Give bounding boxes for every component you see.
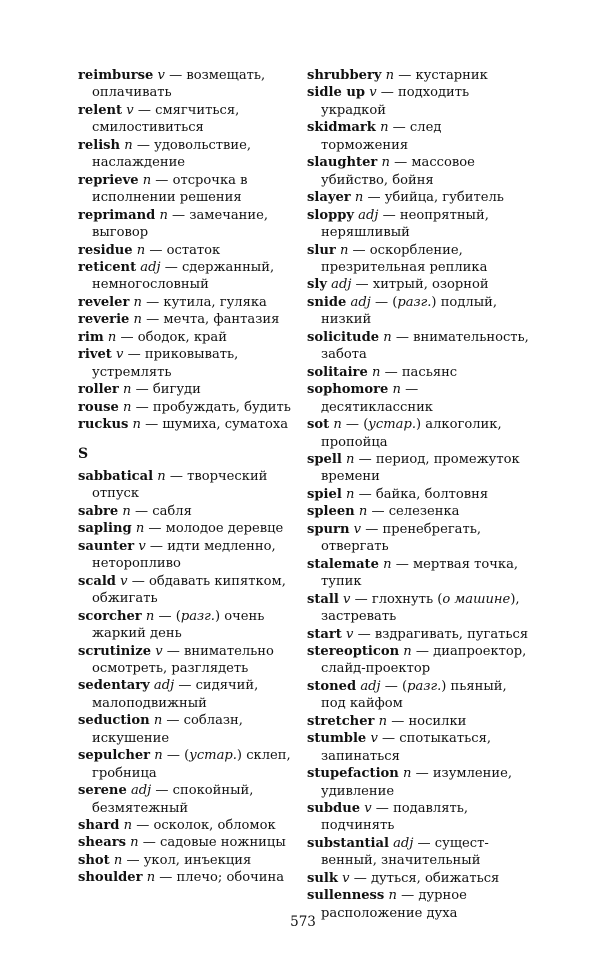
headword: sullenness [307,888,385,904]
dictionary-entry: sapling n — молодое деревце [78,521,284,537]
dictionary-entry: spleen n — селезенка [307,504,460,520]
dictionary-entry: slayer n — убийца, губитель [307,190,504,206]
page-number: 573 [290,914,316,930]
part-of-speech: n [146,870,156,886]
headword: shot [78,852,110,868]
dictionary-entry: reimburse v — возмещать, оплачивать [78,68,266,101]
headword: slayer [307,190,351,206]
usage-label: разг. [180,608,215,624]
headword: sepulcher [78,748,151,764]
headword: sidle up [307,85,366,101]
definition: мечта, фантазия [163,312,280,328]
headword: sulk [307,870,338,886]
part-of-speech: n [124,137,133,153]
dictionary-entry: stall v — глохнуть (о машине), застревать [307,591,520,625]
definition: молодое деревце [165,521,284,537]
dictionary-entry: reticent adj — сдержанный, немногословный [78,259,275,293]
headword: shard [78,818,120,834]
part-of-speech: n [154,748,163,764]
definition: остаток [166,242,221,258]
definition: диапроектор, слайд-проектор [321,643,527,677]
part-of-speech: n [371,364,381,380]
definition: сабля [152,503,192,519]
headword: reverie [78,312,130,328]
dictionary-entry: shrubbery n — кустарник [307,68,488,83]
part-of-speech: v [346,626,354,642]
definition-continued: , застревать [321,591,520,625]
headword: scorcher [78,608,142,624]
part-of-speech: n [385,68,395,83]
headword: solitaire [307,364,368,380]
dictionary-entry: relent v — смягчиться, смилостивиться [78,102,240,136]
usage-label: разг. [397,294,432,310]
headword: sapling [78,521,132,537]
definition: вздрагивать, пугаться [374,626,529,642]
dictionary-entry: reprimand n — замечание, выговор [78,207,269,241]
dictionary-entry: solitaire n — пасьянс [307,364,458,380]
part-of-speech: v [369,85,377,101]
part-of-speech: n [130,835,139,851]
part-of-speech: v [157,68,165,83]
headword: stall [307,591,339,607]
dictionary-entry: rim n — ободок, край [78,329,227,345]
part-of-speech: n [333,417,342,433]
dictionary-entry: skidmark n — след торможения [307,120,442,153]
definition: бигуди [152,382,201,398]
right-column [307,67,529,922]
headword: spurn [307,521,350,537]
dictionary-entry: slaughter n — массовое убийство, бойня [307,155,475,188]
definition: ободок, край [137,329,227,345]
part-of-speech: n [157,468,166,484]
dictionary-entry: reprieve n — отсрочка в исполнении решения [78,172,248,206]
dictionary-entry: rivet v — приковывать, устремлять [78,347,239,380]
dictionary-entry: spurn v — пренебрегать, отвергать [307,521,482,555]
part-of-speech: n [142,172,152,188]
dictionary-entry: sepulcher n — (устар.) склеп, гробница [78,748,291,781]
section-letter: S [78,445,89,462]
definition: глохнуть [371,591,434,607]
dictionary-entry: sloppy adj — неопрятный, неряшливый [307,207,489,241]
headword: stumble [307,731,367,747]
part-of-speech: n [380,120,389,136]
dictionary-entry: sidle up v — подходить украдкой [307,85,470,118]
dictionary-entry: stalemate n — мертвая точка, тупик [307,556,519,590]
dictionary-entry: reveler n — кутила, гуляка [78,294,267,310]
usage-note: о машине [442,591,511,607]
headword: skidmark [307,120,376,136]
headword: sloppy [307,207,354,223]
headword: snide [307,294,347,310]
definition: возмещать, оплачивать [92,68,266,101]
dictionary-entry: saunter v — идти медленно, неторопливо [78,538,276,572]
dictionary-entry: seduction n — соблазн, искушение [78,713,243,746]
part-of-speech: n [123,399,132,415]
definition: период, промежуток времени [321,451,520,485]
headword: shears [78,835,126,851]
definition: соблазн, искушение [92,713,243,746]
headword: solicitude [307,329,380,345]
dictionary-entry: sedentary adj — сидячий, малоподвижный [78,678,259,711]
dictionary-entry: sot n — (устар.) алкоголик, пропойца [307,417,502,450]
headword: spell [307,451,342,467]
definition: пробуждать, будить [152,399,291,415]
definition: кустарник [415,68,488,83]
part-of-speech: n [339,242,349,258]
part-of-speech: adj [153,678,175,694]
dictionary-entry: spiel n — байка, болтовня [307,486,489,502]
part-of-speech: adj [350,294,371,310]
headword: sedentary [78,678,150,694]
dictionary-entry: spell n — период, промежуток времени [307,451,520,485]
definition: внимательно осмотреть, разглядеть [92,643,274,676]
part-of-speech: n [403,643,412,659]
part-of-speech: n [135,521,145,537]
definition: склеп, гробница [92,748,291,781]
definition: пасьянс [401,364,458,380]
part-of-speech: n [133,294,142,310]
definition: творческий отпуск [92,468,268,502]
part-of-speech: n [354,190,364,206]
dictionary-entry: stereopticon n — диапроектор, слайд-проектор [307,643,527,677]
definition: след торможения [321,120,442,153]
part-of-speech: v [343,591,351,607]
dictionary-entry: substantial adj — сущест-венный, значительный [307,835,489,869]
headword: reprimand [78,207,156,223]
headword: reimburse [78,68,154,83]
dictionary-entry: sulk v — дуться, обижаться [307,870,500,886]
usage-label: устар. [368,417,416,433]
part-of-speech: n [145,608,155,624]
usage-label: разг. [407,678,442,694]
definition: подходить украдкой [321,85,470,118]
dictionary-entry: stupefaction n — изумление, удивление [307,766,513,799]
dictionary-entry: sly adj — хитрый, озорной [307,277,489,293]
definition: идти медленно, неторопливо [92,538,276,572]
definition: шумиха, суматоха [162,417,289,433]
definition: неопрятный, неряшливый [321,207,489,241]
headword: relish [78,137,121,153]
part-of-speech: n [383,556,392,572]
part-of-speech: adj [360,678,381,694]
headword: stalemate [307,556,379,572]
definition: носилки [408,713,467,729]
dictionary-entry: slur n — оскорбление, презрительная реплика [307,242,488,275]
definition: сущест-венный, значительный [321,835,489,869]
definition: десятиклассник [321,399,433,415]
definition: убийца, губитель [384,190,504,206]
part-of-speech: n [159,207,168,223]
part-of-speech: v [138,538,146,554]
part-of-speech: n [392,382,401,398]
part-of-speech: v [364,801,372,817]
part-of-speech: n [388,888,397,904]
headword: roller [78,382,119,398]
headword: slaughter [307,155,378,171]
headword: sabbatical [78,468,154,484]
part-of-speech: n [383,329,392,345]
dictionary-entry: relish n — удовольствие, наслаждение [78,137,252,171]
dictionary-entry: subdue v — подавлять, подчинять [307,801,469,834]
headword: seduction [78,713,150,729]
dictionary-entry: stoned adj — (разг.) пьяный, под кайфом [307,678,507,712]
dictionary-entry: rouse n — пробуждать, будить [78,399,291,415]
definition: алкоголик, пропойца [321,417,502,450]
headword: sophomore [307,382,389,398]
definition: кутила, гуляка [163,294,267,310]
part-of-speech: adj [130,783,152,799]
part-of-speech: n [358,504,368,520]
definition: садовые ножницы [160,835,286,851]
definition: осколок, обломок [153,818,276,834]
headword: slur [307,242,336,258]
headword: scrutinize [78,643,152,659]
part-of-speech: v [342,870,350,886]
dictionary-entry: stretcher n — носилки [307,713,467,729]
part-of-speech: adj [140,259,161,275]
headword: reveler [78,294,130,310]
definition: спокойный, безмятежный [92,783,254,816]
headword: serene [78,783,127,799]
part-of-speech: n [378,713,388,729]
dictionary-entry: shoulder n — плечо; обочина [78,870,285,886]
part-of-speech: v [126,102,134,118]
headword: residue [78,242,133,258]
headword: rivet [78,347,112,363]
definition: спотыкаться, запинаться [321,731,491,764]
headword: stretcher [307,713,375,729]
definition: сдержанный, немногословный [92,259,275,293]
part-of-speech: n [381,155,390,171]
definition: мертвая точка, тупик [321,556,519,590]
definition: селезенка [388,504,460,520]
part-of-speech: v [370,731,378,747]
part-of-speech: adj [393,835,414,851]
dictionary-entry: shard n — осколок, обломок [78,818,276,834]
definition: дуться, обижаться [370,870,500,886]
part-of-speech: v [353,521,362,537]
dictionary-entry: reverie n — мечта, фантазия [78,312,280,328]
headword: subdue [307,801,361,817]
dictionary-entry: sabbatical n — творческий отпуск [78,468,268,502]
part-of-speech: adj [331,277,352,293]
headword: start [307,626,342,642]
part-of-speech: n [132,417,141,433]
headword: substantial [307,835,389,851]
dictionary-entry: sabre n — сабля [78,503,192,519]
dictionary-entry: residue n — остаток [78,242,221,258]
definition: отсрочка в исполнении решения [92,172,248,206]
part-of-speech: n [345,451,355,467]
part-of-speech: v [120,573,128,589]
headword: sabre [78,503,119,519]
headword: spleen [307,504,355,520]
definition: приковывать, устремлять [92,347,239,380]
dictionary-entry: serene adj — спокойный, безмятежный [78,783,254,816]
part-of-speech: v [155,643,163,659]
definition: сидячий, малоподвижный [92,678,259,711]
dictionary-entry: sullenness n — дурное расположение духа [307,888,467,921]
definition: очень жаркий день [92,608,265,642]
dictionary-entry: shot n — укол, инъекция [78,852,252,868]
definition: массовое убийство, бойня [321,155,475,188]
headword: sly [307,277,327,293]
dictionary-entry: roller n — бигуди [78,382,201,398]
dictionary-entry: sophomore n — десятиклассник [307,382,433,415]
definition: оскорбление, презрительная реплика [321,242,488,275]
part-of-speech: n [122,503,131,519]
headword: shoulder [78,870,143,886]
headword: stereopticon [307,643,400,659]
dictionary-entry: solicitude n — внимательность, забота [307,329,529,363]
part-of-speech: n [107,329,117,345]
definition: байка, болтовня [375,486,489,502]
definition: замечание, выговор [92,207,269,241]
dictionary-entry: scald v — обдавать кипятком, обжигать [78,573,286,607]
part-of-speech: n [402,766,412,782]
part-of-speech: v [116,347,124,363]
headword: rim [78,329,104,345]
dictionary-entry: scrutinize v — внимательно осмотреть, разглядеть [78,643,274,676]
definition: подлый, низкий [321,294,498,328]
dictionary-entry: start v — вздрагивать, пугаться [307,626,529,642]
headword: saunter [78,538,135,554]
part-of-speech: n [133,312,142,328]
left-column [78,67,300,887]
part-of-speech: adj [358,207,379,223]
definition: дурное расположение духа [321,888,467,921]
headword: scald [78,573,116,589]
headword: spiel [307,486,342,502]
headword: shrubbery [307,68,382,83]
dictionary-entry: scorcher n — (разг.) очень жаркий день [78,608,265,642]
usage-label: устар. [189,748,237,764]
dictionary-entry: stumble v — спотыкаться, запинаться [307,731,491,764]
headword: reprieve [78,172,139,188]
definition: удовольствие, наслаждение [92,137,252,171]
dictionary-entry: ruckus n — шумиха, суматоха [78,417,289,433]
headword: stoned [307,678,357,694]
headword: relent [78,102,123,118]
definition: хитрый, озорной [372,277,489,293]
definition: смягчиться, смилостивиться [92,102,240,136]
headword: ruckus [78,417,129,433]
dictionary-entry: snide adj — (разг.) подлый, низкий [307,294,498,328]
headword: reticent [78,259,137,275]
definition: пренебрегать, отвергать [321,521,482,555]
dictionary-entry: shears n — садовые ножницы [78,835,286,851]
definition: пьяный, под кайфом [321,678,507,712]
definition: внимательность, забота [321,329,529,363]
definition: изумление, удивление [321,766,513,799]
part-of-speech: n [345,486,355,502]
headword: rouse [78,399,119,415]
part-of-speech: n [153,713,163,729]
part-of-speech: n [123,818,133,834]
part-of-speech: n [122,382,132,398]
headword: sot [307,417,330,433]
part-of-speech: n [136,242,146,258]
definition: плечо; обочина [176,870,285,886]
definition: подавлять, подчинять [321,801,469,834]
headword: stupefaction [307,766,399,782]
definition: укол, инъекция [143,852,252,868]
definition: обдавать кипятком, обжигать [92,573,286,607]
part-of-speech: n [113,852,123,868]
